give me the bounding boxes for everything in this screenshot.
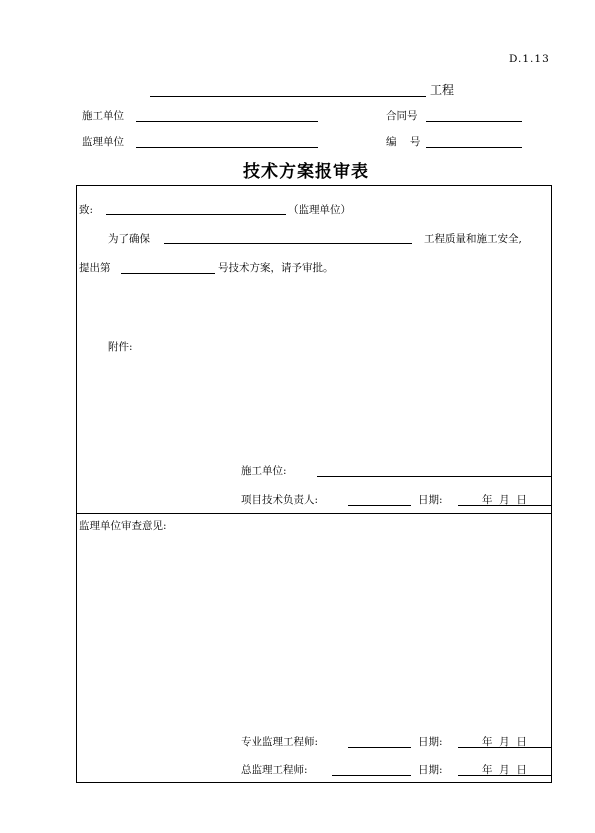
- serial-no-label: 编 号: [386, 136, 421, 148]
- construction-unit-label: 施工单位: [82, 110, 124, 122]
- supervision-unit-field[interactable]: [136, 147, 318, 148]
- to-unit-field[interactable]: [106, 214, 286, 215]
- ensure-project-field[interactable]: [164, 243, 412, 244]
- sign-person-field[interactable]: [348, 505, 411, 506]
- page-title: 技术方案报审表: [243, 162, 369, 182]
- ensure-prefix-label: 为了确保: [108, 233, 150, 245]
- engineer-field[interactable]: [348, 747, 411, 748]
- construction-unit-field[interactable]: [136, 121, 318, 122]
- date-value-3: 年 月 日: [482, 764, 527, 776]
- project-name-field[interactable]: [150, 96, 426, 97]
- date-label-3: 日期:: [418, 764, 443, 776]
- sign-person-label: 项目技术负责人:: [241, 494, 319, 506]
- project-suffix-label: 工程: [430, 83, 455, 97]
- date-value-2: 年 月 日: [482, 736, 527, 748]
- plan-suffix-label: 号技术方案，请予审批。: [218, 262, 334, 274]
- contract-no-label: 合同号: [386, 110, 418, 122]
- date-label-2: 日期:: [418, 736, 443, 748]
- ensure-suffix-label: 工程质量和施工安全,: [424, 233, 522, 245]
- engineer-label: 专业监理工程师:: [241, 736, 319, 748]
- supervision-unit-label: 监理单位: [82, 136, 124, 148]
- sign-unit-field[interactable]: [317, 476, 552, 477]
- section-divider: [76, 513, 552, 514]
- chief-engineer-field[interactable]: [332, 775, 411, 776]
- serial-no-field[interactable]: [426, 147, 522, 148]
- sign-unit-label: 施工单位:: [241, 465, 287, 477]
- to-label: 致:: [79, 204, 94, 216]
- attachment-label: 附件:: [108, 341, 133, 353]
- form-table: [76, 185, 552, 783]
- to-suffix-label: （监理单位）: [288, 204, 351, 216]
- plan-prefix-label: 提出第: [79, 262, 111, 274]
- date-value-1: 年 月 日: [482, 494, 527, 506]
- plan-number-field[interactable]: [121, 273, 215, 274]
- form-code: D.1.13: [509, 53, 550, 65]
- opinion-label: 监理单位审查意见:: [79, 520, 167, 532]
- chief-engineer-label: 总监理工程师:: [241, 764, 308, 776]
- contract-no-field[interactable]: [426, 121, 522, 122]
- date-label-1: 日期:: [418, 494, 443, 506]
